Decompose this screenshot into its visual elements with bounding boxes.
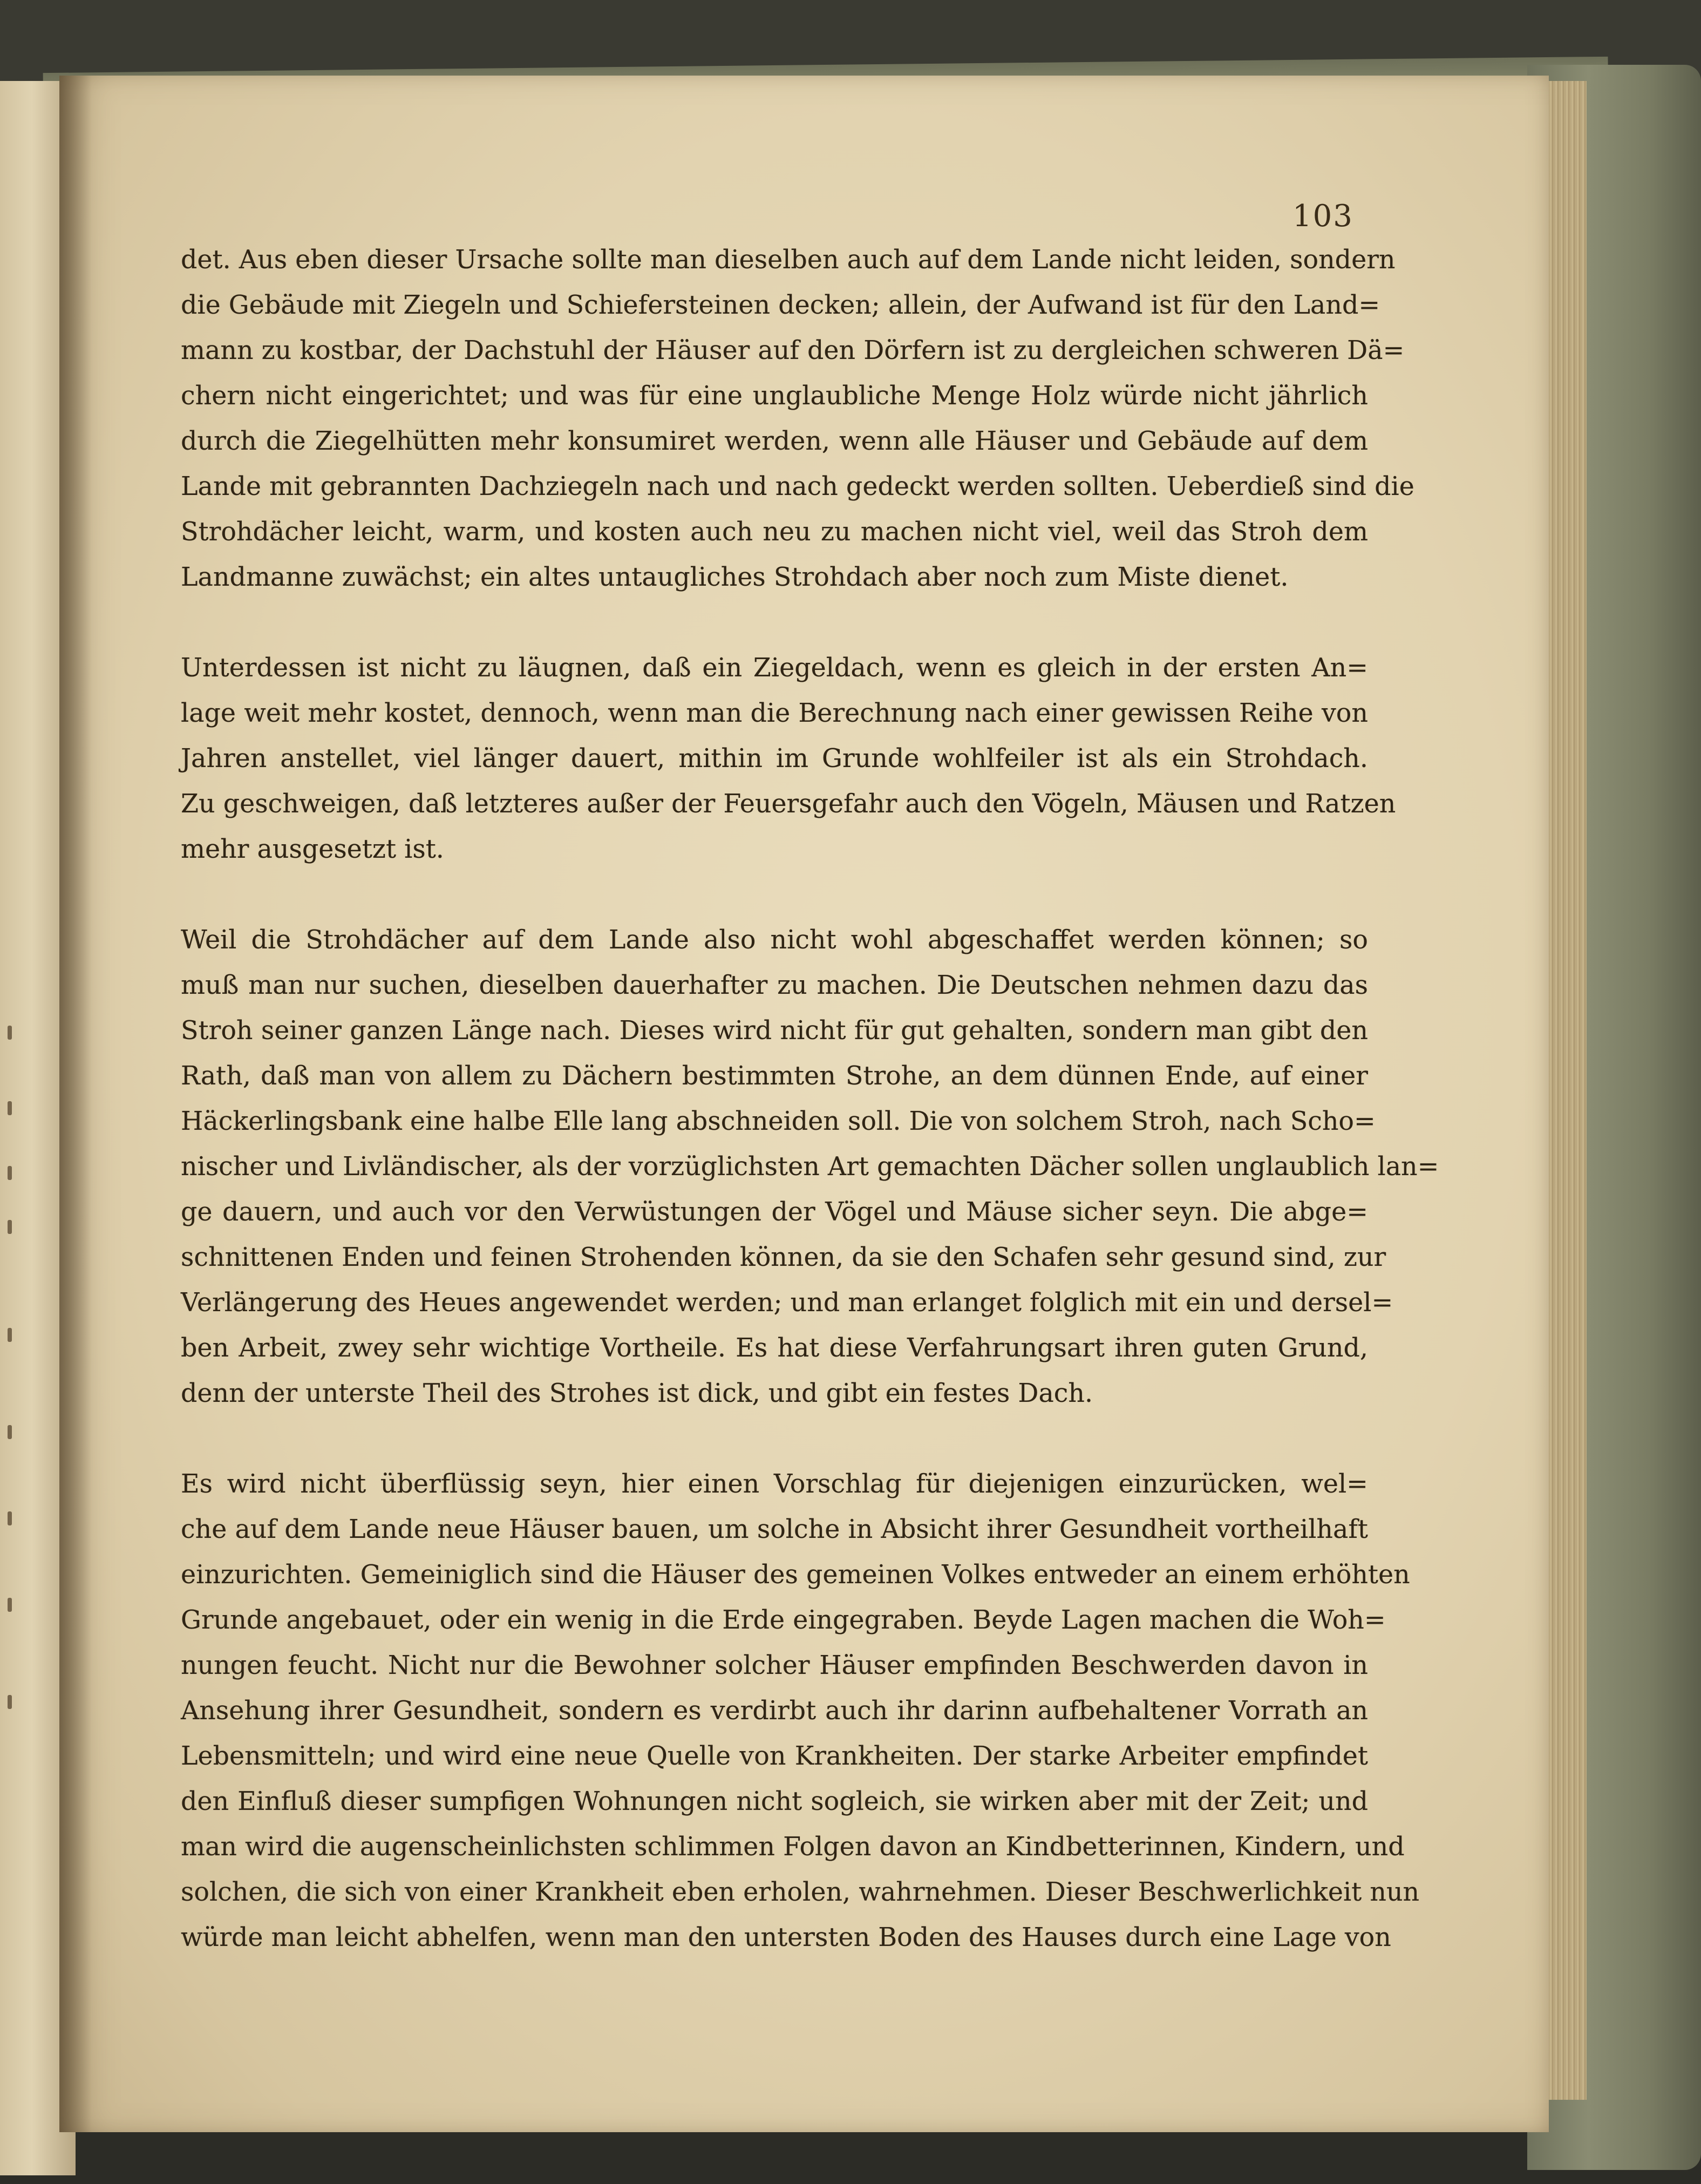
- paragraph-3: [181, 918, 1439, 1416]
- text-line: nischer und Livländischer, als der vorzüglichsten Art gemachten Dächer sollen unglaublich lan=: [181, 1152, 1439, 1182]
- text-line: schnittenen Enden und feinen Strohenden können, da sie den Schafen sehr gesund sind, zur: [181, 1243, 1386, 1272]
- text-line: chern nicht eingerichtet; und was für eine unglaubliche Menge Holz würde nicht jährlich: [181, 381, 1368, 411]
- text-line: Lande mit gebrannten Dachziegeln nach und nach gedeckt werden sollten. Ueberdieß sind die: [181, 472, 1414, 501]
- text-line: Rath, daß man von allem zu Dächern bestimmten Strohe, an dem dünnen Ende, auf einer: [181, 1061, 1368, 1091]
- page-number: 103: [1292, 199, 1353, 234]
- paragraph-2: [181, 646, 1396, 872]
- text-line: Häckerlingsbank eine halbe Elle lang abschneiden soll. Die von solchem Stroh, nach Scho=: [181, 1107, 1376, 1136]
- text-line: Grunde angebauet, oder ein wenig in die Erde eingegraben. Beyde Lagen machen die Woh=: [181, 1605, 1386, 1635]
- text-line: man wird die augenscheinlichsten schlimmen Folgen davon an Kindbetterinnen, Kindern, und: [181, 1832, 1405, 1862]
- text-line: solchen, die sich von einer Krankheit eben erholen, wahrnehmen. Dieser Beschwerlichkeit nun: [181, 1877, 1420, 1907]
- paragraph-4: [181, 1462, 1420, 1961]
- text-line: durch die Ziegelhütten mehr konsumiret werden, wenn alle Häuser und Gebäude auf dem: [181, 426, 1368, 456]
- text-line: Landmanne zuwächst; ein altes untaugliches Strohdach aber noch zum Miste dienet.: [181, 562, 1289, 592]
- text-line: che auf dem Lande neue Häuser bauen, um solche in Absicht ihrer Gesundheit vortheilhaft: [181, 1515, 1368, 1544]
- text-line: Jahren anstellet, viel länger dauert, mithin im Grunde wohlfeiler ist als ein Strohdach.: [181, 744, 1368, 774]
- facing-page-text-fragments: [0, 1026, 22, 1835]
- text-line: mann zu kostbar, der Dachstuhl der Häuser auf den Dörfern ist zu dergleichen schweren Dä=: [181, 336, 1405, 365]
- text-line: die Gebäude mit Ziegeln und Schiefersteinen decken; allein, der Aufwand ist für den Land=: [181, 290, 1380, 320]
- body-text: [181, 238, 1439, 1961]
- text-line: Es wird nicht überflüssig seyn, hier einen Vorschlag für diejenigen einzurücken, wel=: [181, 1469, 1368, 1499]
- text-line: würde man leicht abhelfen, wenn man den untersten Boden des Hauses durch eine Lage von: [181, 1923, 1391, 1952]
- text-line: Zu geschweigen, daß letzteres außer der Feuersgefahr auch den Vögeln, Mäusen und Ratzen: [181, 789, 1396, 819]
- paragraph-1: [181, 238, 1414, 600]
- text-line: Stroh seiner ganzen Länge nach. Dieses wird nicht für gut gehalten, sondern man gibt den: [181, 1016, 1368, 1046]
- text-line: ben Arbeit, zwey sehr wichtige Vortheile. Es hat diese Verfahrungsart ihren guten Grund,: [181, 1333, 1368, 1363]
- text-line: Unterdessen ist nicht zu läugnen, daß ein Ziegeldach, wenn es gleich in der ersten An=: [181, 653, 1368, 683]
- text-line: Weil die Strohdächer auf dem Lande also nicht wohl abgeschaffet werden können; so: [181, 925, 1368, 955]
- text-line: lage weit mehr kostet, dennoch, wenn man die Berechnung nach einer gewissen Reihe von: [181, 698, 1368, 728]
- text-line: Ansehung ihrer Gesundheit, sondern es verdirbt auch ihr darinn aufbehaltener Vorrath an: [181, 1696, 1368, 1726]
- text-line: Strohdächer leicht, warm, und kosten auch neu zu machen nicht viel, weil das Stroh dem: [181, 517, 1368, 547]
- page-fore-edges: [1543, 81, 1587, 2100]
- text-line: ge dauern, und auch vor den Verwüstungen der Vögel und Mäuse sicher seyn. Die abge=: [181, 1197, 1368, 1227]
- text-line: Lebensmitteln; und wird eine neue Quelle von Krankheiten. Der starke Arbeiter empfindet: [181, 1741, 1368, 1771]
- text-line: mehr ausgesetzt ist.: [181, 835, 444, 864]
- text-line: Verlängerung des Heues angewendet werden; und man erlanget folglich mit ein und dersel=: [181, 1288, 1393, 1318]
- gutter-shadow: [59, 76, 92, 2132]
- text-line: denn der unterste Theil des Strohes ist dick, und gibt ein festes Dach.: [181, 1379, 1093, 1408]
- text-line: muß man nur suchen, dieselben dauerhafter zu machen. Die Deutschen nehmen dazu das: [181, 971, 1368, 1000]
- text-line: den Einfluß dieser sumpfigen Wohnungen nicht sogleich, sie wirken aber mit der Zeit; und: [181, 1787, 1368, 1816]
- text-line: einzurichten. Gemeiniglich sind die Häuser des gemeinen Volkes entweder an einem erhöhten: [181, 1560, 1410, 1590]
- text-line: nungen feucht. Nicht nur die Bewohner solcher Häuser empfinden Beschwerden davon in: [181, 1651, 1368, 1680]
- text-line: det. Aus eben dieser Ursache sollte man dieselben auch auf dem Lande nicht leiden, sondern: [181, 245, 1396, 275]
